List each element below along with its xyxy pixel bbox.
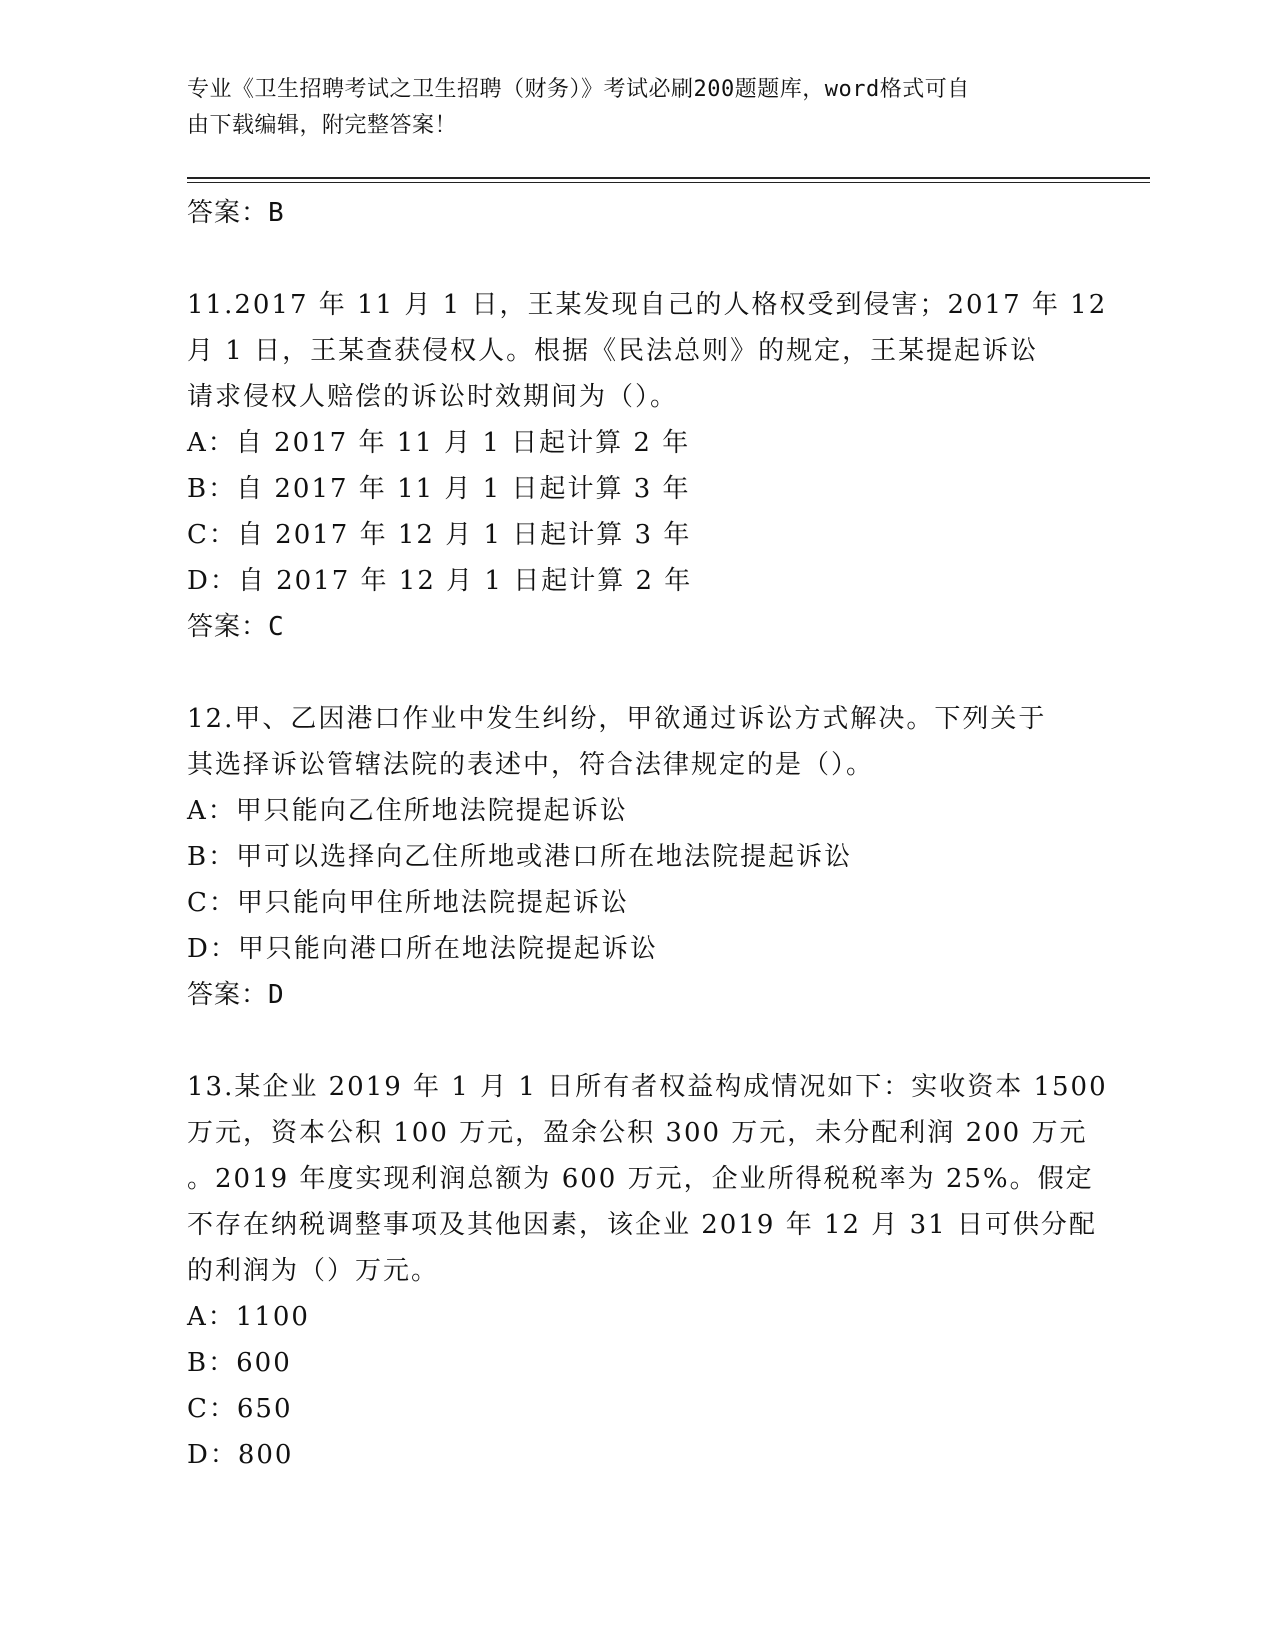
question-stem-line: 月 1 日，王某查获侵权人。根据《民法总则》的规定，王某提起诉讼	[187, 336, 1039, 366]
option-a: A：1100	[187, 1302, 310, 1332]
option-b: B：自 2017 年 11 月 1 日起计算 3 年	[187, 474, 691, 504]
spacer	[187, 236, 1077, 282]
question-stem-line: 11.2017 年 11 月 1 日，王某发现自己的人格权受到侵害；2017 年 12	[187, 290, 1108, 320]
question-13	[187, 1064, 1108, 1478]
option-c: C：自 2017 年 12 月 1 日起计算 3 年	[187, 520, 692, 550]
previous-answer: 答案：B	[187, 198, 285, 228]
answer-line: 答案：C	[187, 612, 285, 642]
question-stem-line: 13.某企业 2019 年 1 月 1 日所有者权益构成情况如下：实收资本 1500	[187, 1072, 1108, 1102]
header-line-2: 由下载编辑，附完整答案！	[187, 113, 458, 138]
option-d: D：甲只能向港口所在地法院提起诉讼	[187, 934, 658, 964]
header-divider-thin	[187, 182, 1150, 183]
question-stem-line: 万元，资本公积 100 万元，盈余公积 300 万元，未分配利润 200 万元	[187, 1118, 1088, 1148]
spacer	[187, 650, 1077, 696]
option-a: A：甲只能向乙住所地法院提起诉讼	[187, 796, 628, 826]
document-header	[187, 72, 1067, 144]
option-c: C：650	[187, 1394, 293, 1424]
question-stem-line: 请求侵权人赔偿的诉讼时效期间为（）。	[187, 382, 679, 412]
question-stem-line: 。2019 年度实现利润总额为 600 万元，企业所得税税率为 25%。假定	[187, 1164, 1094, 1194]
spacer	[187, 1018, 1077, 1064]
option-d: D：自 2017 年 12 月 1 日起计算 2 年	[187, 566, 693, 596]
question-stem-line: 12.甲、乙因港口作业中发生纠纷，甲欲通过诉讼方式解决。下列关于	[187, 704, 1047, 734]
option-b: B：甲可以选择向乙住所地或港口所在地法院提起诉讼	[187, 842, 853, 872]
option-b: B：600	[187, 1348, 292, 1378]
document-content	[187, 190, 1108, 1478]
question-12	[187, 696, 1077, 1018]
question-stem-line: 的利润为（）万元。	[187, 1256, 440, 1286]
question-stem-line: 不存在纳税调整事项及其他因素，该企业 2019 年 12 月 31 日可供分配	[187, 1210, 1097, 1240]
option-d: D：800	[187, 1440, 294, 1470]
question-11	[187, 282, 1108, 650]
answer-line: 答案：D	[187, 980, 285, 1010]
header-line-1: 专业《卫生招聘考试之卫生招聘（财务）》考试必刷200题题库，word格式可自	[187, 77, 970, 102]
question-stem-line: 其选择诉讼管辖法院的表述中，符合法律规定的是（）。	[187, 750, 875, 780]
option-c: C：甲只能向甲住所地法院提起诉讼	[187, 888, 629, 918]
header-divider-thick	[187, 177, 1150, 179]
option-a: A：自 2017 年 11 月 1 日起计算 2 年	[187, 428, 691, 458]
